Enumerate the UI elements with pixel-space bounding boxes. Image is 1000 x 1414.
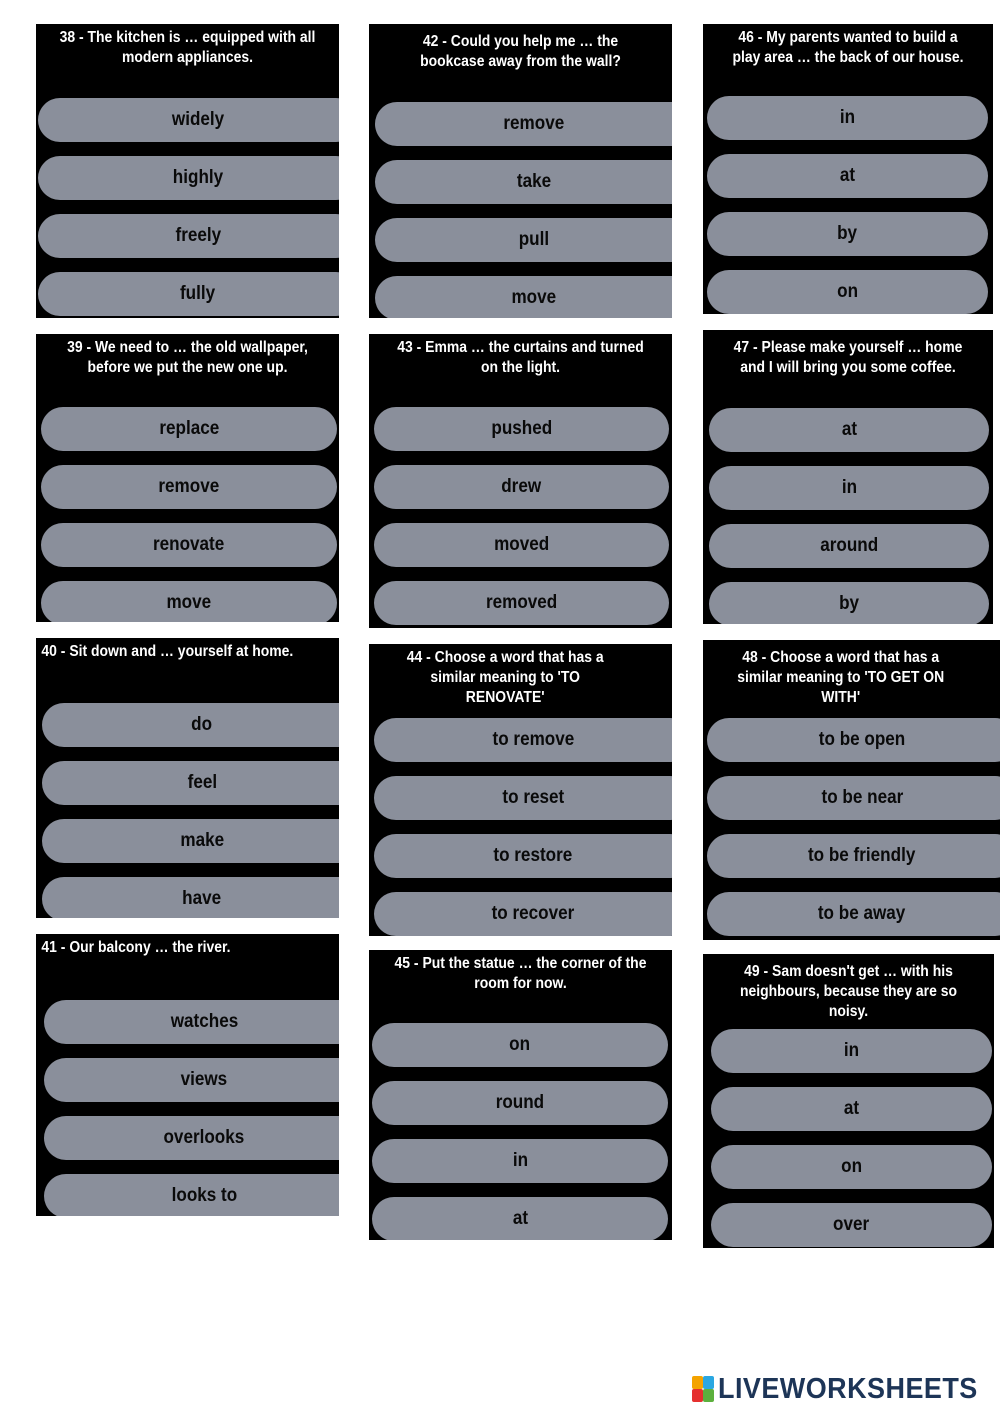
answer-option[interactable]: pushed <box>374 407 669 451</box>
answer-option[interactable]: views <box>44 1058 339 1102</box>
answer-option[interactable]: in <box>372 1139 668 1183</box>
question-card-49 <box>703 954 994 1248</box>
answer-option[interactable]: to be away <box>707 892 1000 936</box>
question-text: 38 - The kitchen is … equipped with all modern appliances. <box>59 29 316 66</box>
liveworksheets-logo-icon <box>692 1376 714 1402</box>
question-text: 47 - Please make yourself … home and I will bring you some coffee. <box>733 339 963 376</box>
answer-option[interactable]: renovate <box>41 523 337 567</box>
answer-option[interactable]: by <box>707 212 988 256</box>
brand-name: LIVEWORKSHEETS <box>718 1372 978 1405</box>
question-text: 45 - Put the statue … the corner of the room for now. <box>394 955 647 992</box>
answer-option[interactable]: to be friendly <box>707 834 1000 878</box>
answer-option[interactable]: to reset <box>374 776 672 820</box>
answer-option[interactable]: in <box>709 466 989 510</box>
question-card-47 <box>703 330 993 624</box>
answer-option[interactable]: at <box>711 1087 992 1131</box>
question-card-41 <box>36 934 339 1216</box>
answer-option[interactable]: move <box>375 276 672 318</box>
question-text: 42 - Could you help me … the bookcase away from the wall? <box>420 33 621 70</box>
question-card-45 <box>369 950 672 1240</box>
answer-option[interactable]: watches <box>44 1000 339 1044</box>
answer-option[interactable]: in <box>711 1029 992 1073</box>
answer-option[interactable]: on <box>372 1023 668 1067</box>
answer-option[interactable]: around <box>709 524 989 568</box>
answer-option[interactable]: fully <box>38 272 339 316</box>
answer-option[interactable]: remove <box>375 102 672 146</box>
answer-option[interactable]: to be near <box>707 776 1000 820</box>
answer-option[interactable]: removed <box>374 581 669 625</box>
answer-option[interactable]: freely <box>38 214 339 258</box>
answer-option[interactable]: replace <box>41 407 337 451</box>
answer-option[interactable]: highly <box>38 156 339 200</box>
answer-option[interactable]: by <box>709 582 989 624</box>
answer-option[interactable]: widely <box>38 98 339 142</box>
question-card-38 <box>36 24 339 318</box>
question-card-44 <box>369 644 672 936</box>
answer-option[interactable]: in <box>707 96 988 140</box>
answer-option[interactable]: at <box>707 154 988 198</box>
answer-option[interactable]: drew <box>374 465 669 509</box>
question-card-48 <box>703 640 1000 940</box>
question-text: 48 - Choose a word that has a similar meaning to 'TO GET ON WITH' <box>737 649 945 706</box>
question-text: 46 - My parents wanted to build a play area … the back of our house. <box>732 29 964 66</box>
question-text: 40 - Sit down and … yourself at home. <box>41 643 294 660</box>
question-text: 44 - Choose a word that has a similar meaning to 'TO RENOVATE' <box>406 649 604 706</box>
question-card-43 <box>369 334 672 628</box>
answer-option[interactable]: to be open <box>707 718 1000 762</box>
answer-option[interactable]: moved <box>374 523 669 567</box>
answer-option[interactable]: to remove <box>374 718 672 762</box>
answer-option[interactable]: at <box>372 1197 668 1240</box>
answer-option[interactable]: looks to <box>44 1174 339 1216</box>
liveworksheets-logo <box>692 1372 997 1406</box>
answer-option[interactable]: remove <box>41 465 337 509</box>
question-card-40 <box>36 638 339 918</box>
answer-option[interactable]: overlooks <box>44 1116 339 1160</box>
answer-option[interactable]: pull <box>375 218 672 262</box>
answer-option[interactable]: on <box>707 270 988 314</box>
answer-option[interactable]: over <box>711 1203 992 1247</box>
answer-option[interactable]: feel <box>42 761 339 805</box>
answer-option[interactable]: at <box>709 408 989 452</box>
answer-option[interactable]: move <box>41 581 337 622</box>
question-card-42 <box>369 24 672 318</box>
answer-option[interactable]: to recover <box>374 892 672 936</box>
answer-option[interactable]: to restore <box>374 834 672 878</box>
question-text: 41 - Our balcony … the river. <box>41 939 231 956</box>
answer-option[interactable]: make <box>42 819 339 863</box>
answer-option[interactable]: take <box>375 160 672 204</box>
answer-option[interactable]: round <box>372 1081 668 1125</box>
answer-option[interactable]: do <box>42 703 339 747</box>
question-text: 43 - Emma … the curtains and turned on the light. <box>397 339 644 376</box>
question-card-46 <box>703 24 993 314</box>
question-text: 49 - Sam doesn't get … with his neighbours, because they are so noisy. <box>739 963 958 1020</box>
answer-option[interactable]: have <box>42 877 339 918</box>
question-card-39 <box>36 334 339 622</box>
question-text: 39 - We need to … the old wallpaper, before we put the new one up. <box>67 339 308 376</box>
answer-option[interactable]: on <box>711 1145 992 1189</box>
